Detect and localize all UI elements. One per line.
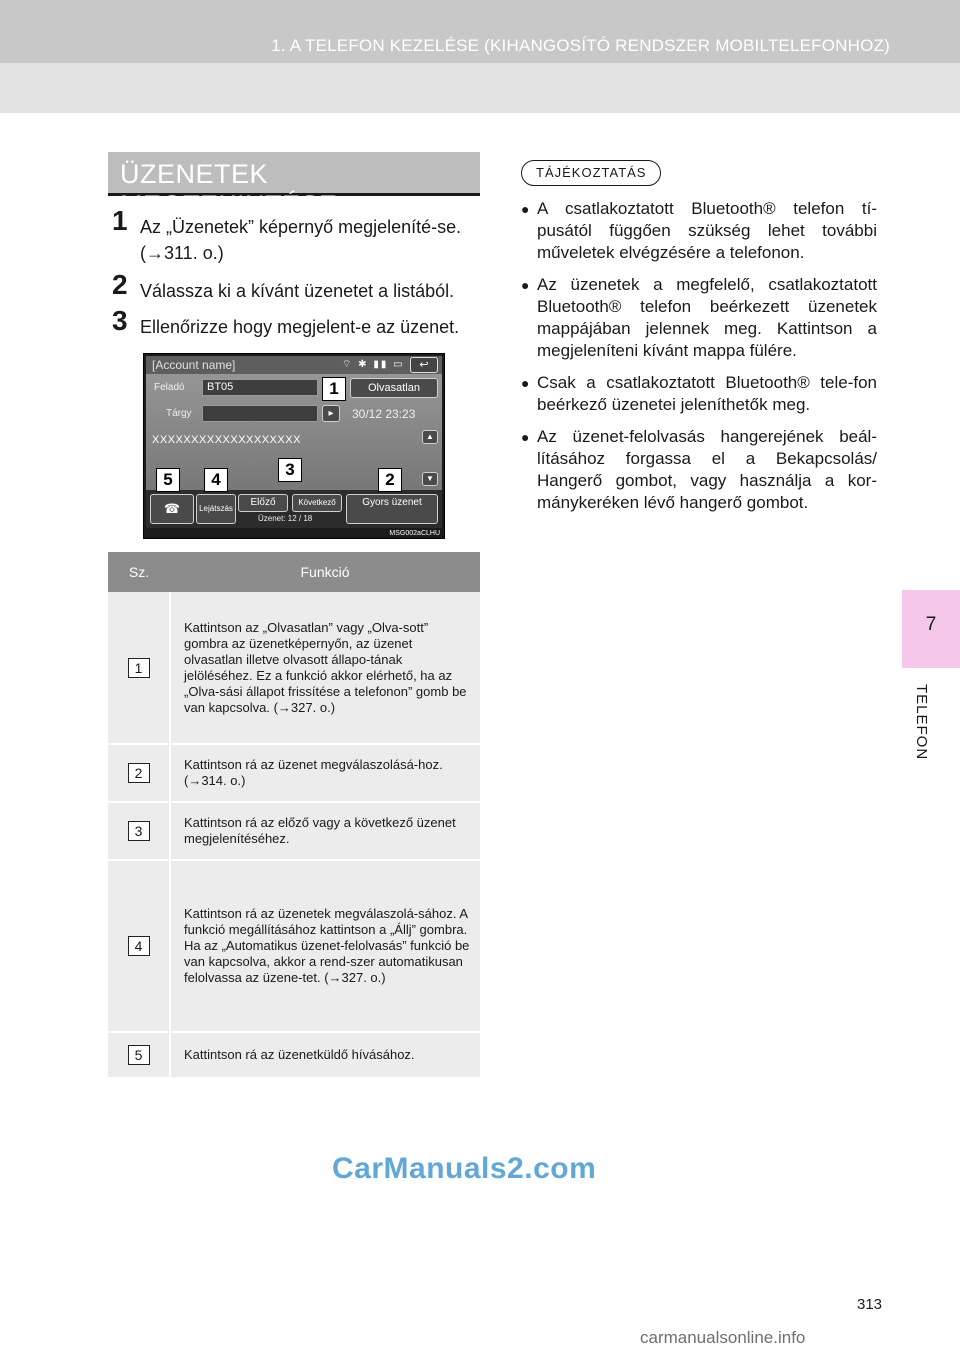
- attachment-icon[interactable]: ▸: [322, 405, 340, 422]
- callout-3: 3: [278, 458, 302, 482]
- quick-reply-button[interactable]: Gyors üzenet: [346, 494, 438, 524]
- messages-screen-illustration: [143, 353, 445, 539]
- chapter-header-title: 1. A TELEFON KEZELÉSE (KIHANGOSÍTÓ RENDSZER MOBILTELEFONHOZ): [271, 36, 890, 55]
- row-number-cell: [108, 860, 170, 1032]
- table-header-row: [108, 552, 480, 592]
- row-number-cell: [108, 1032, 170, 1078]
- screen-top-bar: [146, 356, 442, 374]
- callout-5: 5: [156, 468, 180, 492]
- step-number: 2: [112, 269, 128, 300]
- row-function-text: Kattintson az „Olvasatlan” vagy „Olva-sott” gombra az üzenetképernyőn, az üzenet olvasatlan illetve olvasott állapo-tának jelöléséhez. Ez a funkció akkor elérhető, ha az „Olva-sási állapot frissítése a telefonon” gomb be van kapcsolva. (→327. o.): [170, 592, 480, 744]
- subject-label: Tárgy: [166, 408, 192, 419]
- step-1: [112, 205, 484, 266]
- info-label: TÁJÉKOZTATÁS: [521, 160, 661, 186]
- row-number-cell: [108, 592, 170, 744]
- screen-display: [146, 356, 442, 528]
- row-number: 4: [128, 936, 150, 956]
- subject-field: [202, 405, 318, 422]
- row-number-cell: [108, 744, 170, 802]
- scroll-down-icon[interactable]: ▼: [422, 472, 438, 486]
- account-name: [Account name]: [152, 358, 236, 372]
- previous-message-button[interactable]: Előző: [238, 494, 288, 512]
- info-bullet: ● Az üzenet-felolvasás hangerejének beál-lításához forgassa el a Bekapcsolás/ Hangerő gombot, vagy használja a kor-mánykeréken lévő hangerő gombot.: [521, 426, 877, 514]
- column-header-function: Funkció: [170, 552, 480, 592]
- row-function-text: Kattintson rá az előző vagy a következő üzenet megjelenítéséhez.: [170, 802, 480, 860]
- callout-1: 1: [322, 377, 346, 401]
- table-row: [108, 592, 480, 744]
- from-field: BT05: [202, 379, 318, 396]
- step-text: Ellenőrizze hogy megjelent-e az üzenet.: [140, 317, 460, 337]
- image-code: MSG002aCLHU: [389, 530, 440, 537]
- step-text: Válassza ki a kívánt üzenetet a listából.: [140, 281, 455, 301]
- footer-watermark: carmanualsonline.info: [640, 1328, 806, 1347]
- message-datetime: 30/12 23:23: [352, 407, 416, 421]
- row-function-text: Kattintson rá az üzenetküldő hívásához.: [170, 1032, 480, 1078]
- row-number: 2: [128, 763, 150, 783]
- info-bullet: ● Az üzenetek a megfelelő, csatlakoztatott Bluetooth® telefon beérkezett üzenetek mappájában jelennek meg. Kattintson a megjeleníteni kívánt mappa fülére.: [521, 274, 877, 362]
- row-number: 1: [128, 658, 150, 678]
- chapter-tab: [902, 590, 960, 668]
- chapter-tab-label: TELEFON: [913, 684, 930, 761]
- row-function-text: Kattintson rá az üzenetek megválaszolá-sához. A funkció megállításához kattintson a „Állj” gombra. Ha az „Automatikus üzenet-felolvasás” funkció be van kapcsolva, akkor a rend-szer automatikusan felolvassa az üzene-tet. (→327. o.): [170, 860, 480, 1032]
- info-bullet: ● Csak a csatlakoztatott Bluetooth® tele-fon beérkező üzenetei jeleníthetők meg.: [521, 372, 877, 416]
- info-bullets: [521, 198, 877, 524]
- callout-2: 2: [378, 468, 402, 492]
- page-number: 313: [857, 1296, 883, 1313]
- step-number: 3: [112, 305, 128, 336]
- watermark: CarManuals2.com: [332, 1152, 597, 1185]
- step-2: [112, 269, 484, 304]
- message-body: XXXXXXXXXXXXXXXXXXX: [152, 434, 301, 446]
- play-button[interactable]: Lejátszás: [196, 494, 236, 524]
- step-number: 1: [112, 205, 128, 236]
- function-table: [108, 552, 480, 1079]
- column-header-number: Sz.: [108, 552, 170, 592]
- next-message-button[interactable]: Következő: [292, 494, 342, 512]
- row-number: 5: [128, 1045, 150, 1065]
- row-number-cell: [108, 802, 170, 860]
- from-label: Feladó: [154, 382, 185, 393]
- table-row: [108, 802, 480, 860]
- row-function-text: Kattintson rá az üzenet megválaszolásá-hoz. (→314. o.): [170, 744, 480, 802]
- call-sender-button[interactable]: ☎: [150, 494, 194, 524]
- step-text: Az „Üzenetek” képernyő megjeleníté-se. (→311. o.): [140, 217, 462, 263]
- screen-bottom-bar: [146, 490, 442, 528]
- status-icons: ⌔ ✱ ▮▮ ▭: [342, 359, 405, 370]
- back-button[interactable]: ↩: [410, 357, 438, 373]
- message-counter: Üzenet: 12 / 18: [258, 514, 313, 523]
- chapter-tab-number: 7: [925, 614, 937, 635]
- table-row: [108, 860, 480, 1032]
- info-bullet: ● A csatlakoztatott Bluetooth® telefon tí-pusától függően szükség lehet további műveletek elvégzésére a telefonon.: [521, 198, 877, 264]
- table-row: [108, 1032, 480, 1078]
- section-title: [108, 152, 480, 220]
- row-number: 3: [128, 821, 150, 841]
- step-3: [112, 305, 484, 340]
- scroll-up-icon[interactable]: ▲: [422, 430, 438, 444]
- callout-4: 4: [204, 468, 228, 492]
- unread-button[interactable]: Olvasatlan: [350, 378, 438, 398]
- table-row: [108, 744, 480, 802]
- section-title-text: ÜZENETEK MEGTEKINTÉSE: [120, 159, 338, 220]
